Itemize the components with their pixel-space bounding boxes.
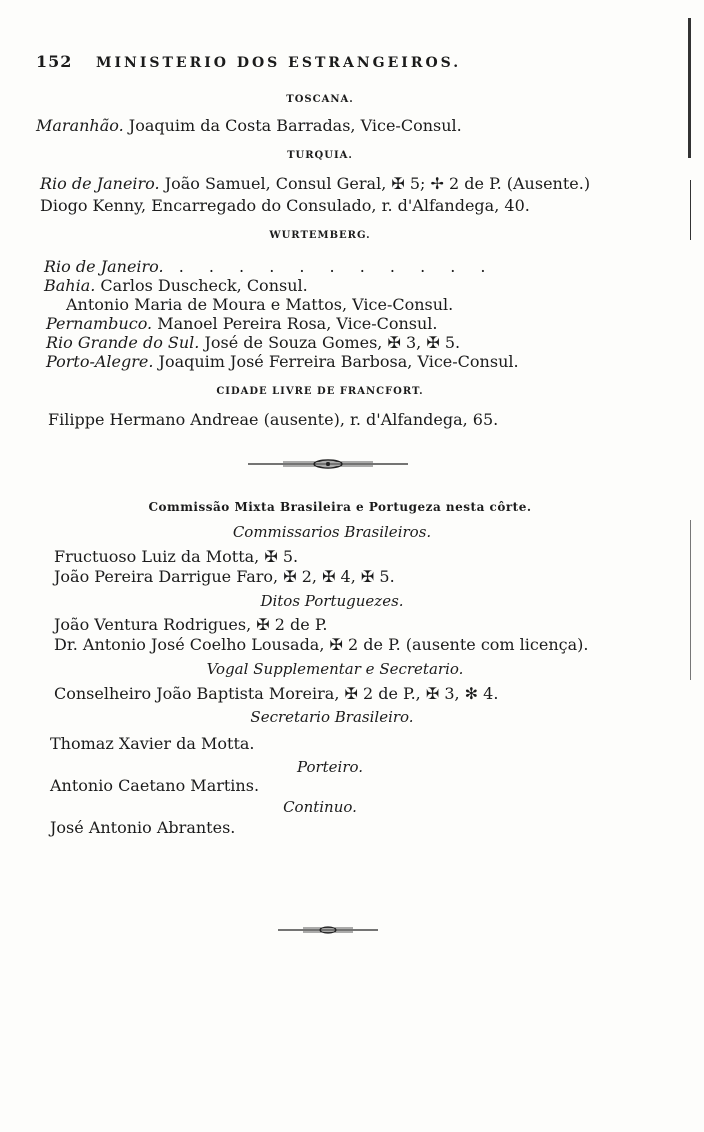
commission-title: Commissão Mixta Brasileira e Portugeza nesta côrte. [148,500,532,514]
entry-turquia-0 [40,174,590,193]
subheading-portuguezes: Ditos Portuguezes. [260,592,404,610]
entry-text: João Samuel, Consul Geral, ✠ 5; ✢ 2 de P. (Ausente.) [159,174,591,193]
place-name: Rio de Janeiro. [44,257,164,276]
section-title-toscana: TOSCANA. [286,94,354,105]
entry-text: Filippe Hermano Andreae (ausente), r. d'Alfandega, 65. [48,410,499,429]
member-brasileiro-1: João Pereira Darrigue Faro, ✠ 2, ✠ 4, ✠ 5. [54,567,395,586]
entry-text: Diogo Kenny, Encarregado do Consulado, r. d'Alfandega, 40. [40,196,530,215]
subheading-vogal: Vogal Supplementar e Secretario. [206,660,464,678]
entry-text: José de Souza Gomes, ✠ 3, ✠ 5. [199,333,461,352]
entry-text: Manoel Pereira Rosa, Vice-Consul. [152,314,438,333]
page-edge-mark [690,520,691,680]
ornament-divider-end [278,925,378,935]
page-number: 152 [36,52,73,71]
place-name: Rio de Janeiro. [40,174,160,193]
entry-text: Joaquim José Ferreira Barbosa, Vice-Consul. [153,352,519,371]
subheading-continuo: Continuo. [283,798,357,816]
section-title-francfort: CIDADE LIVRE DE FRANCFORT. [216,386,424,397]
header-title: MINISTERIO DOS ESTRANGEIROS. [96,55,462,71]
place-name: Rio Grande do Sul. [46,333,200,352]
subheading-porteiro: Porteiro. [296,758,364,776]
entry-francfort-0 [48,410,498,429]
section-title-turquia: TURQUIA. [287,150,353,161]
member-continuo-0: José Antonio Abrantes. [50,818,236,837]
place-name: Pernambuco. [46,314,153,333]
member-porteiro-0: Antonio Caetano Martins. [50,776,260,795]
place-name: Bahia. [44,276,96,295]
entry-text: Antonio Maria de Moura e Mattos, Vice-Consul. [66,295,454,314]
member-portuguez-1: Dr. Antonio José Coelho Lousada, ✠ 2 de P. (ausente com licença). [54,635,589,654]
entry-text: Carlos Duscheck, Consul. [95,276,308,295]
page-edge-mark [688,18,691,158]
subheading-brasileiros: Commissarios Brasileiros. [232,523,432,541]
place-name: Porto-Alegre. [46,352,154,371]
subheading-secretario: Secretario Brasileiro. [250,708,414,726]
entry-wurtemberg-3 [46,314,438,333]
section-title-wurtemberg: WURTEMBERG. [269,230,371,241]
entry-wurtemberg-1 [44,276,308,295]
running-header [36,52,461,71]
leader-dots: . . . . . . . . . . . [163,257,496,276]
entry-toscana-0 [36,116,462,135]
member-secretario-0: Thomaz Xavier da Motta. [50,734,255,753]
entry-wurtemberg-5 [46,352,519,371]
entry-turquia-1 [40,196,530,215]
member-brasileiro-0: Fructuoso Luiz da Motta, ✠ 5. [54,547,299,566]
entry-wurtemberg-0 [44,257,496,276]
page-edge-mark [690,180,691,240]
member-portuguez-0: João Ventura Rodrigues, ✠ 2 de P. [54,615,328,634]
member-vogal-0: Conselheiro João Baptista Moreira, ✠ 2 de P., ✠ 3, ✻ 4. [54,684,499,703]
entry-wurtemberg-4 [46,333,460,352]
ornament-divider [248,458,408,470]
entry-wurtemberg-2 [66,295,453,314]
entry-text: Joaquim da Costa Barradas, Vice-Consul. [123,116,462,135]
place-name: Maranhão. [36,116,124,135]
